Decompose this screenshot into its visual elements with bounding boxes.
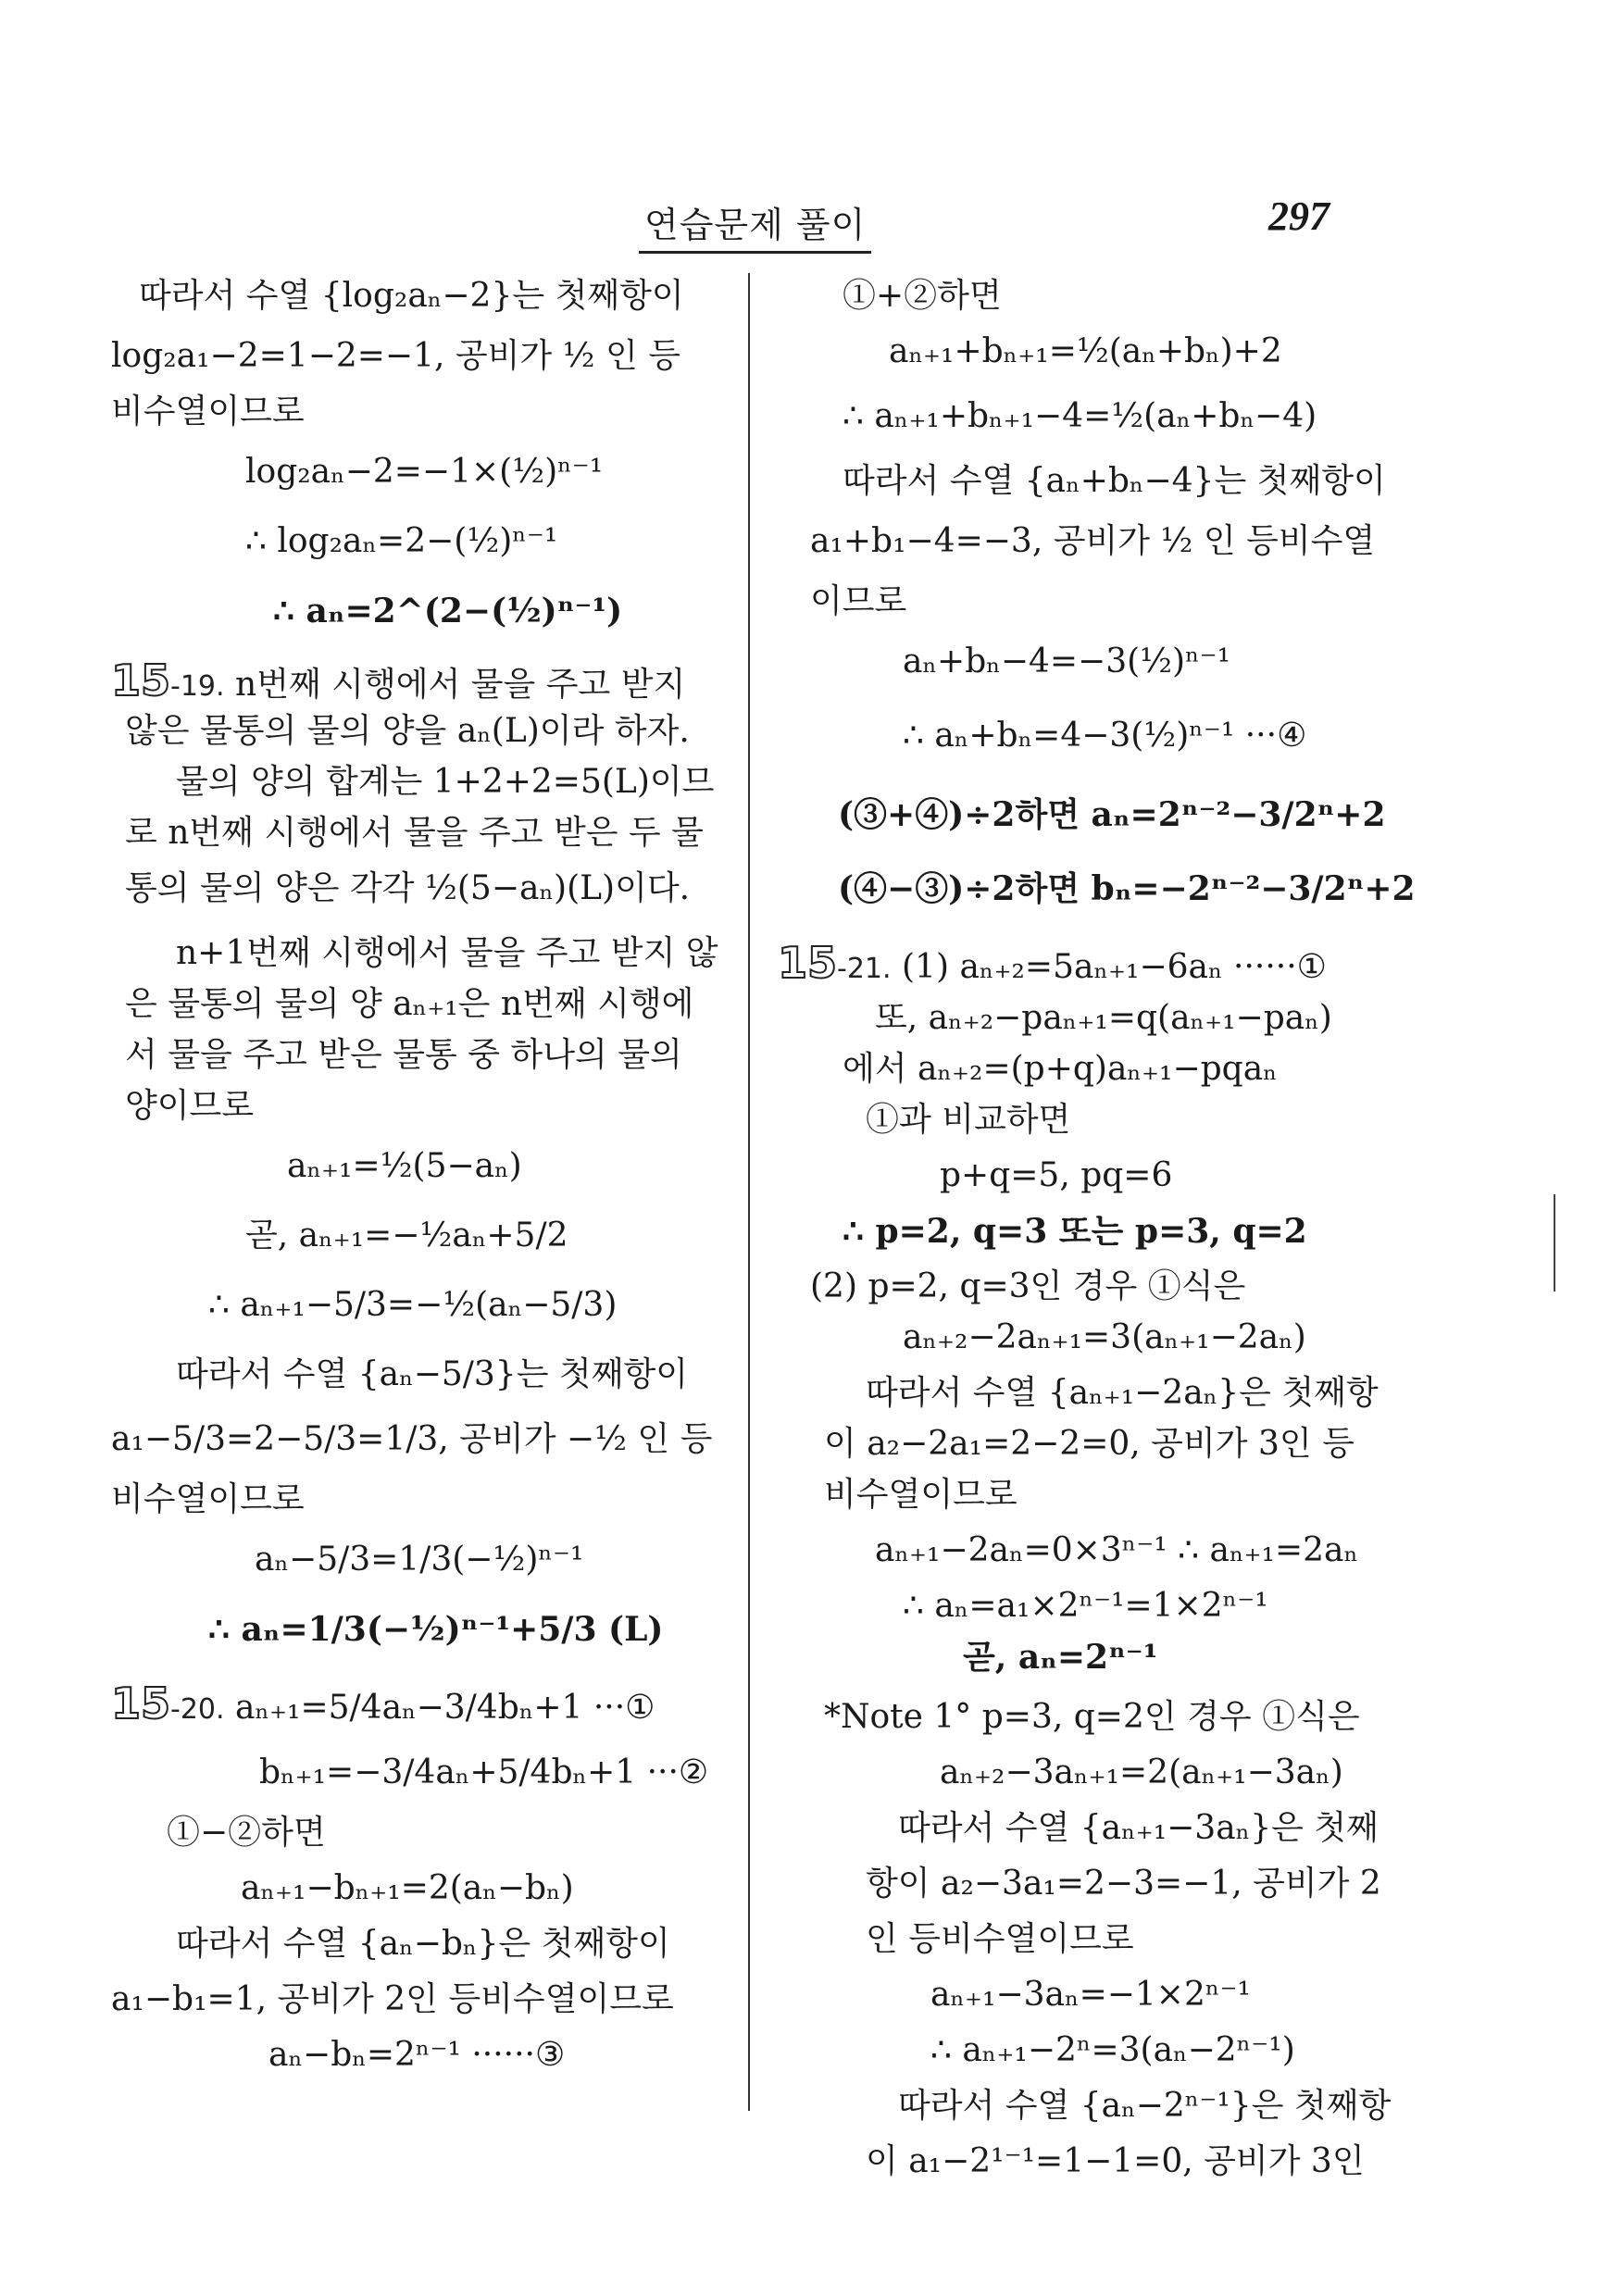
- text-line: [255, 1541, 583, 1578]
- text-line: [111, 1981, 674, 2018]
- line-text: 따라서 수열 {log₂aₙ−2}는 첫째항이: [139, 277, 684, 315]
- text-line: [176, 1926, 670, 1963]
- line-text: a₁−5/3=2−5/3=1/3, 공비가 −½ 인 등: [111, 1420, 713, 1458]
- line-text: n번째 시행에서 물을 주고 받지: [224, 666, 686, 704]
- text-line: [111, 338, 680, 375]
- text-line: [810, 1268, 1245, 1305]
- line-text: 또, aₙ₊₂−paₙ₊₁=q(aₙ₊₁−paₙ): [875, 999, 1332, 1037]
- text-line: [866, 2143, 1365, 2180]
- line-text: *Note 1° p=3, q=2인 경우 ①식은: [824, 1698, 1360, 1736]
- line-text: 비수열이므로: [111, 393, 305, 430]
- line-text: 따라서 수열 {aₙ+bₙ−4}는 첫째항이: [843, 462, 1386, 500]
- line-text: 따라서 수열 {aₙ₊₁−3aₙ}은 첫째: [898, 1809, 1379, 1847]
- line-text: aₙ₊₁=½(5−aₙ): [287, 1147, 522, 1185]
- text-line: [245, 1217, 568, 1254]
- text-line: [875, 1532, 1358, 1569]
- text-line: [903, 1588, 1268, 1625]
- text-line: [176, 935, 718, 972]
- text-line: [843, 278, 1002, 315]
- text-line: [930, 2032, 1295, 2069]
- text-line: [111, 1421, 712, 1458]
- text-line: [245, 523, 557, 560]
- text-line: [125, 815, 704, 852]
- line-text: n+1번째 시행에서 물을 주고 받지 않: [176, 934, 718, 972]
- text-line: [866, 1102, 1070, 1139]
- margin-mark: [1554, 1194, 1555, 1292]
- text-line: [111, 1481, 305, 1518]
- text-line: [903, 1319, 1306, 1356]
- text-line: [843, 1213, 1307, 1250]
- line-text: log₂a₁−2=1−2=−1, 공비가 ½ 인 등: [111, 337, 680, 375]
- text-line: [843, 463, 1386, 500]
- text-line: [843, 398, 1317, 435]
- text-line: [810, 583, 906, 620]
- page-number: 297: [1268, 193, 1330, 239]
- line-text: ∴ aₙ+bₙ=4−3(½)ⁿ⁻¹ ···④: [903, 717, 1307, 755]
- text-line: [245, 454, 603, 491]
- line-text: 이 a₁−2¹⁻¹=1−1=0, 공비가 3인: [866, 2142, 1365, 2180]
- text-line: [824, 1699, 1360, 1736]
- text-line: [287, 1148, 522, 1185]
- line-text: aₙ−5/3=1/3(−½)ⁿ⁻¹: [255, 1541, 584, 1578]
- problem-heading: [111, 655, 686, 705]
- text-line: [940, 1754, 1343, 1791]
- text-line: [125, 713, 690, 750]
- text-line: [167, 1815, 326, 1852]
- line-text: 물의 양의 합계는 1+2+2=5(L)이므: [176, 763, 715, 801]
- line-text: ∴ log₂aₙ=2−(½)ⁿ⁻¹: [245, 522, 558, 560]
- line-text: 따라서 수열 {aₙ−bₙ}은 첫째항이: [176, 1925, 670, 1963]
- line-text: 이 a₂−2a₁=2−2=0, 공비가 3인 등: [824, 1425, 1355, 1463]
- column-divider: [748, 273, 750, 2111]
- line-text: (1) aₙ₊₂=5aₙ₊₁−6aₙ ······①: [891, 948, 1327, 986]
- line-text: ∴ aₙ=a₁×2ⁿ⁻¹=1×2ⁿ⁻¹: [903, 1587, 1268, 1625]
- line-text: 에서 aₙ₊₂=(p+q)aₙ₊₁−pqaₙ: [843, 1050, 1278, 1088]
- line-text: 비수열이므로: [111, 1480, 305, 1518]
- text-line: [866, 1866, 1381, 1903]
- text-line: [139, 278, 684, 315]
- line-text: 서 물을 주고 받은 물통 중 하나의 물의: [125, 1036, 682, 1074]
- line-text: (④−③)÷2하면 bₙ=−2ⁿ⁻²−3/2ⁿ+2: [838, 869, 1416, 908]
- text-line: [889, 333, 1282, 370]
- line-text: ∴ aₙ₊₁−5/3=−½(aₙ−5/3): [208, 1286, 618, 1324]
- text-line: [843, 1051, 1278, 1088]
- text-line: [866, 1375, 1379, 1412]
- line-text: ①+②하면: [843, 277, 1002, 315]
- text-line: [838, 870, 1416, 907]
- text-line: [125, 986, 693, 1023]
- line-text: ∴ aₙ₊₁−2ⁿ=3(aₙ−2ⁿ⁻¹): [930, 2031, 1295, 2069]
- problem-number-suffix: -19.: [170, 670, 225, 703]
- line-text: log₂aₙ−2=−1×(½)ⁿ⁻¹: [245, 453, 604, 491]
- line-text: ①과 비교하면: [866, 1101, 1071, 1139]
- text-line: [963, 1639, 1158, 1676]
- line-text: aₙ₊₂−3aₙ₊₁=2(aₙ₊₁−3aₙ): [940, 1753, 1343, 1791]
- text-line: [273, 593, 622, 630]
- line-text: 따라서 수열 {aₙ−2ⁿ⁻¹}은 첫째항: [898, 2087, 1392, 2125]
- line-text: aₙ₊₂−2aₙ₊₁=3(aₙ₊₁−2aₙ): [903, 1318, 1306, 1356]
- text-line: [208, 1611, 663, 1648]
- text-line: [898, 1810, 1379, 1847]
- problem-number-suffix: -20.: [170, 1693, 225, 1726]
- line-text: ∴ aₙ₊₁+bₙ₊₁−4=½(aₙ+bₙ−4): [843, 397, 1317, 435]
- text-line: [259, 1754, 708, 1791]
- problem-number-label: 15: [778, 938, 838, 988]
- text-line: [824, 1426, 1355, 1463]
- text-line: [866, 1921, 1134, 1958]
- line-text: aₙ+bₙ−4=−3(½)ⁿ⁻¹: [903, 643, 1231, 680]
- line-text: 통의 물의 양은 각각 ½(5−aₙ)(L)이다.: [125, 869, 691, 907]
- line-text: 곧, aₙ=2ⁿ⁻¹: [963, 1638, 1158, 1677]
- text-line: [125, 1088, 254, 1125]
- text-line: [111, 393, 305, 430]
- line-text: p+q=5, pq=6: [940, 1156, 1173, 1194]
- text-line: [125, 870, 690, 907]
- line-text: ①−②하면: [167, 1814, 326, 1852]
- text-line: [903, 643, 1230, 680]
- text-line: [125, 1037, 682, 1074]
- line-text: aₙ₊₁=5/4aₙ−3/4bₙ+1 ···①: [224, 1689, 655, 1727]
- line-text: 항이 a₂−3a₁=2−3=−1, 공비가 2: [866, 1865, 1381, 1903]
- line-text: aₙ₊₁−2aₙ=0×3ⁿ⁻¹ ∴ aₙ₊₁=2aₙ: [875, 1531, 1359, 1569]
- line-text: 않은 물통의 물의 양을 aₙ(L)이라 하자.: [125, 712, 690, 750]
- text-line: [176, 1356, 688, 1393]
- line-text: 따라서 수열 {aₙ−5/3}는 첫째항이: [176, 1355, 689, 1393]
- text-line: [903, 718, 1306, 755]
- text-line: [810, 523, 1375, 560]
- text-line: [241, 1870, 574, 1907]
- line-text: aₙ₊₁−bₙ₊₁=2(aₙ−bₙ): [241, 1869, 574, 1907]
- line-text: 비수열이므로: [824, 1476, 1017, 1514]
- line-text: ∴ aₙ=1/3(−½)ⁿ⁻¹+5/3 (L): [208, 1610, 664, 1649]
- problem-number-label: 15: [111, 1678, 171, 1728]
- problem-number-label: 15: [111, 655, 171, 705]
- line-text: (③+④)÷2하면 aₙ=2ⁿ⁻²−3/2ⁿ+2: [838, 795, 1386, 834]
- line-text: 곧, aₙ₊₁=−½aₙ+5/2: [245, 1217, 568, 1254]
- line-text: ∴ aₙ=2^(2−(½)ⁿ⁻¹): [273, 592, 623, 630]
- text-line: [824, 1477, 1017, 1514]
- page-title: 연습문제 풀이: [639, 196, 871, 254]
- line-text: a₁−b₁=1, 공비가 2인 등비수열이므로: [111, 1980, 674, 2018]
- line-text: aₙ−bₙ=2ⁿ⁻¹ ······③: [268, 2036, 566, 2074]
- line-text: 이므로: [810, 582, 907, 620]
- line-text: a₁+b₁−4=−3, 공비가 ½ 인 등비수열: [810, 522, 1376, 560]
- line-text: aₙ₊₁+bₙ₊₁=½(aₙ+bₙ)+2: [889, 332, 1282, 370]
- line-text: ∴ p=2, q=3 또는 p=3, q=2: [843, 1212, 1307, 1251]
- text-line: [268, 2037, 565, 2074]
- problem-number-suffix: -21.: [837, 953, 892, 985]
- text-line: [898, 2088, 1391, 2125]
- line-text: 양이므로: [125, 1087, 255, 1125]
- line-text: 따라서 수열 {aₙ₊₁−2aₙ}은 첫째항: [866, 1374, 1379, 1412]
- text-line: [176, 764, 714, 801]
- text-line: [930, 1977, 1251, 2014]
- line-text: aₙ₊₁−3aₙ=−1×2ⁿ⁻¹: [930, 1976, 1251, 2014]
- problem-heading: [778, 938, 1327, 988]
- text-line: [208, 1287, 617, 1324]
- problem-heading: [111, 1678, 655, 1728]
- line-text: bₙ₊₁=−3/4aₙ+5/4bₙ+1 ···②: [259, 1753, 709, 1791]
- text-line: [838, 796, 1386, 833]
- line-text: 은 물통의 물의 양 aₙ₊₁은 n번째 시행에: [125, 985, 694, 1023]
- text-line: [875, 1000, 1332, 1037]
- line-text: (2) p=2, q=3인 경우 ①식은: [810, 1267, 1246, 1305]
- text-line: [940, 1157, 1172, 1194]
- line-text: 인 등비수열이므로: [866, 1920, 1134, 1958]
- line-text: 로 n번째 시행에서 물을 주고 받은 두 물: [125, 814, 704, 852]
